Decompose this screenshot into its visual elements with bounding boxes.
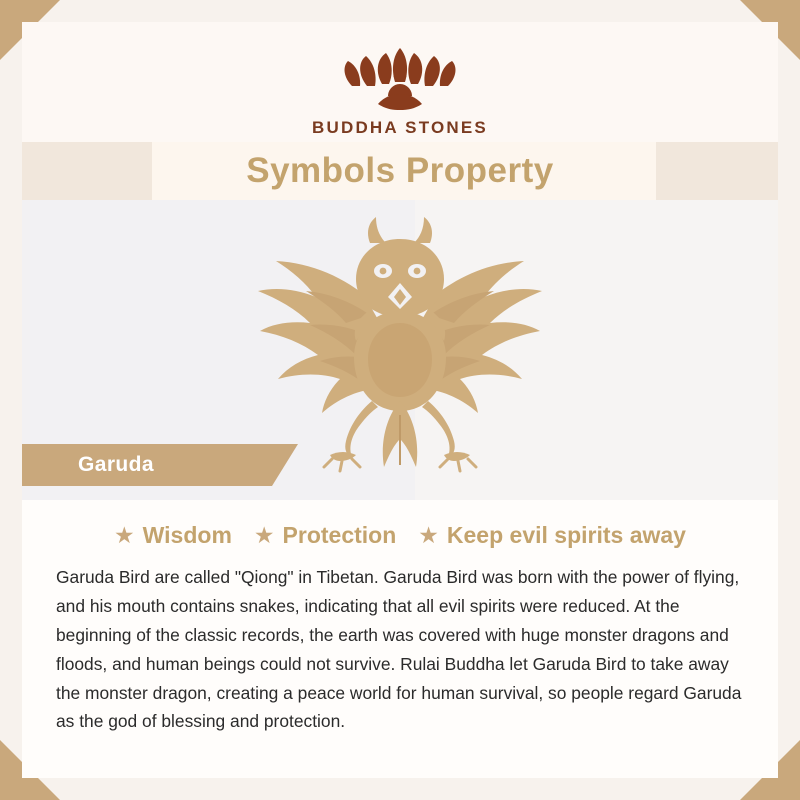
keyword-item: [418, 522, 686, 549]
keyword-label: Protection: [282, 522, 397, 548]
illustration-band: [22, 200, 778, 500]
illustration-label: Garuda: [78, 453, 154, 476]
description-text: Garuda Bird are called "Qiong" in Tibetan. Garuda Bird was born with the power of flying, and his mouth contains snakes, indicating that all evil spirits were reduced. At the beginning of the classic records, the earth was covered with huge monster dragons and floods, and human beings could not survive. Rulai Buddha let Garuda Bird to take away the monster dragon, creating a peace world for human survival, so people regard Garuda as the god of blessing and protection.: [22, 557, 778, 736]
page-title: Symbols Property: [246, 151, 554, 190]
keyword-label: Keep evil spirits away: [446, 522, 686, 548]
lotus-meditation-icon: [334, 34, 466, 116]
star-icon: ★: [114, 522, 135, 548]
keyword-item: [114, 522, 232, 549]
brand-name: BUDDHA STONES: [312, 118, 488, 137]
keyword-item: [254, 522, 396, 549]
illustration-label-ribbon: [22, 444, 272, 486]
keyword-list: [22, 500, 778, 557]
content-card: [22, 22, 778, 778]
keyword-label: Wisdom: [142, 522, 232, 548]
brand-header: [22, 22, 778, 142]
title-band: [22, 142, 778, 200]
star-icon: ★: [253, 522, 275, 548]
star-icon: ★: [418, 522, 439, 548]
bottom-spacer: [22, 736, 778, 766]
